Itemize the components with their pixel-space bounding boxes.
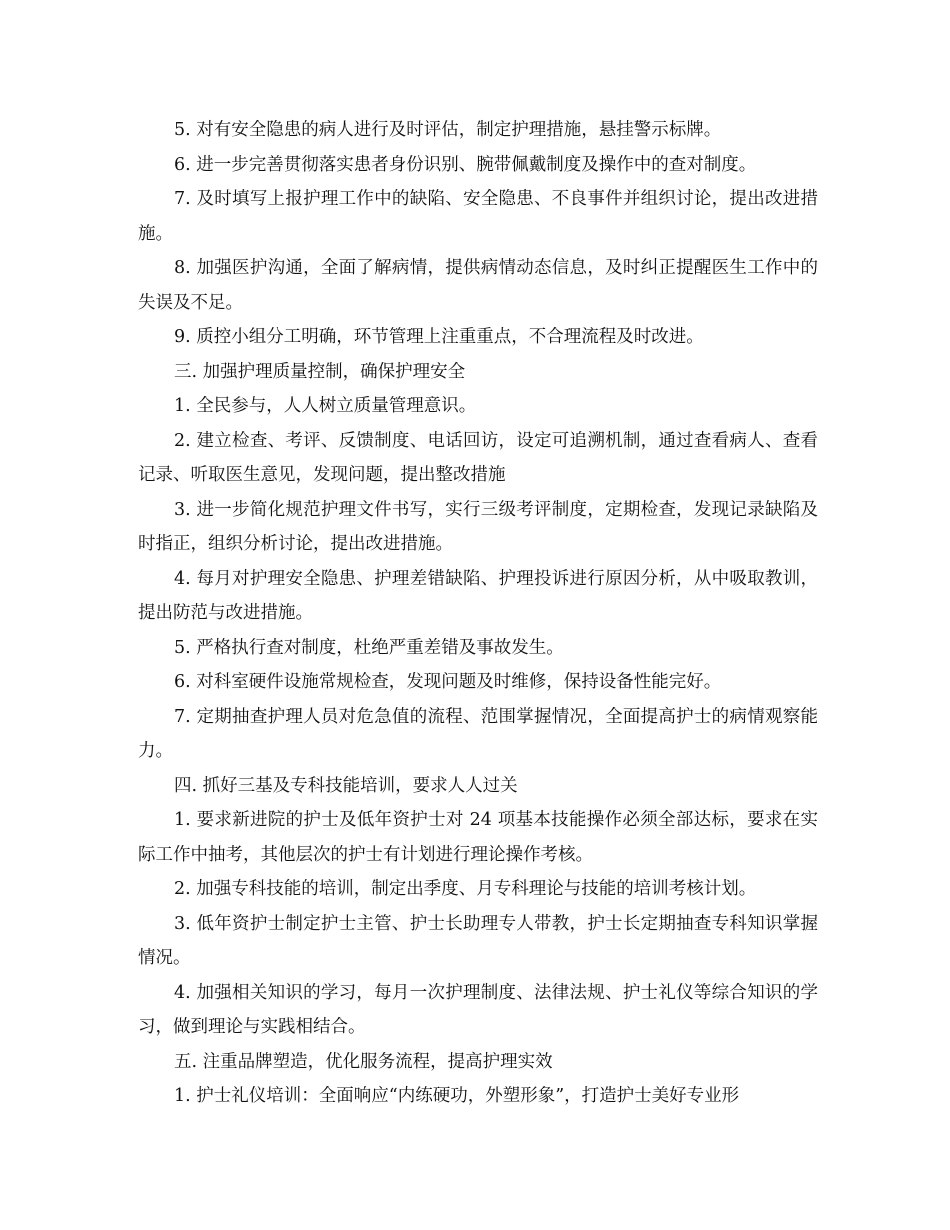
list-item: 9. 质控小组分工明确，环节管理上注重重点，不合理流程及时改进。 (174, 327, 704, 347)
section-heading: 三. 加强护理质量控制，确保护理安全 (174, 361, 466, 382)
list-item: 1. 全民参与，人人树立质量管理意识。 (174, 396, 477, 416)
list-item: 4. 加强相关知识的学习，每月一次护理制度、法律法规、护士礼仪等综合知识的学习，做到理论与实践相结合。 (138, 982, 818, 1037)
list-item: 7. 定期抽查护理人员对危急值的流程、范围掌握情况，全面提高护士的病情观察能力。 (138, 706, 818, 761)
list-item: 1. 要求新进院的护士及低年资护士对 24 项基本技能操作必须全部达标，要求在实际工作中抽考，其他层次的护士有计划进行理论操作考核。 (138, 810, 818, 865)
list-item: 8. 加强医护沟通，全面了解病情，提供病情动态信息，及时纠正提醒医生工作中的失误及不足。 (138, 258, 818, 313)
list-item: 5. 对有安全隐患的病人进行及时评估，制定护理措施，悬挂警示标牌。 (174, 120, 722, 140)
section-heading: 五. 注重品牌塑造，优化服务流程，提高护理实效 (174, 1051, 553, 1072)
list-item: 3. 进一步简化规范护理文件书写，实行三级考评制度，定期检查，发现记录缺陷及时指正，组织分析讨论，提出改进措施。 (138, 499, 818, 554)
section-heading: 四. 抓好三基及专科技能培训，要求人人过关 (174, 775, 518, 796)
list-item: 1. 护士礼仪培训：全面响应“内练硬功，外塑形象”，打造护士美好专业形 (174, 1086, 740, 1106)
list-item: 6. 进一步完善贯彻落实患者身份识别、腕带佩戴制度及操作中的查对制度。 (174, 154, 757, 175)
list-item: 6. 对科室硬件设施常规检查，发现问题及时维修，保持设备性能完好。 (174, 672, 722, 692)
list-item: 5. 严格执行查对制度，杜绝严重差错及事故发生。 (174, 637, 564, 658)
list-item: 2. 建立检查、考评、反馈制度、电话回访，设定可追溯机制，通过查看病人、查看记录、听取医生意见，发现问题，提出整改措施 (138, 430, 818, 485)
list-item: 2. 加强专科技能的培训，制定出季度、月专科理论与技能的培训考核计划。 (174, 879, 757, 899)
document-body (138, 113, 818, 1114)
list-item: 3. 低年资护士制定护士主管、护士长助理专人带教，护士长定期抽查专科知识掌握情况。 (138, 913, 818, 968)
list-item: 7. 及时填写上报护理工作中的缺陷、安全隐患、不良事件并组织讨论，提出改进措施。 (138, 189, 818, 244)
list-item: 4. 每月对护理安全隐患、护理差错缺陷、护理投诉进行原因分析，从中吸取教训，提出防范与改进措施。 (138, 568, 818, 623)
